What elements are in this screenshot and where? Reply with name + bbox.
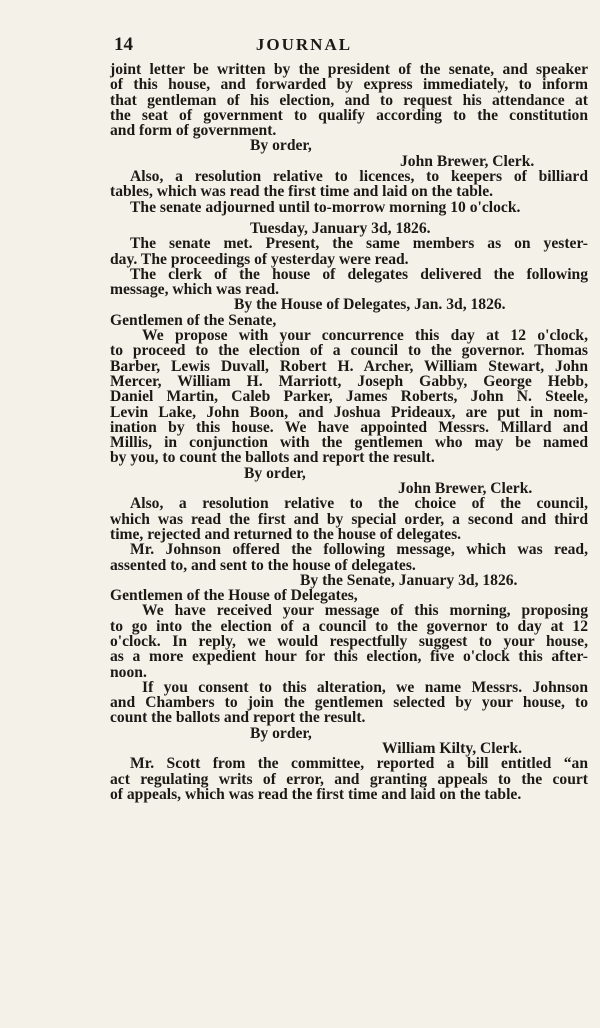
- text-line: o'clock. In reply, we would respectfully suggest to your house,: [110, 632, 588, 650]
- text-line: joint letter be written by the president of the senate, and speaker: [110, 61, 588, 78]
- running-head: JOURNAL: [255, 35, 353, 54]
- message-heading: By the House of Delegates, Jan. 3d, 1826.: [234, 296, 506, 314]
- text-line: and form of government.: [110, 122, 277, 140]
- text-line: Also, a resolution relative to the choice of the council,: [130, 495, 588, 513]
- clerk-signature: John Brewer, Clerk.: [398, 480, 533, 498]
- text-line: Also, a resolution relative to licences, to keepers of billiard: [130, 168, 588, 186]
- text-line: to go into the election of a council to the governor to day at 12: [110, 617, 588, 635]
- text-line: which was read the first and by special order, a second and third: [110, 510, 588, 528]
- text-line: of appeals, which was read the first time and laid on the table.: [110, 785, 522, 803]
- text-line: The senate met. Present, the same members as on yester-: [130, 235, 588, 253]
- text-line: Mercer, William H. Marriott, Joseph Gabby, George Hebb,: [110, 372, 588, 390]
- text-line: time, rejected and returned to the house of delegates.: [110, 525, 462, 543]
- text-line: to proceed to the election of a council to the governor. Thomas: [110, 342, 588, 360]
- text-line: assented to, and sent to the house of delegates.: [110, 556, 416, 574]
- by-order-line: By order,: [250, 724, 312, 742]
- text-line: Daniel Martin, Caleb Parker, James Roberts, John N. Steele,: [110, 388, 588, 406]
- salutation: Gentlemen of the House of Delegates,: [110, 587, 358, 605]
- clerk-signature: John Brewer, Clerk.: [400, 152, 535, 170]
- by-order-line: By order,: [244, 464, 306, 482]
- text-line: ination by this house. We have appointed Messrs. Millard and: [110, 418, 588, 436]
- journal-text: [110, 62, 588, 802]
- text-line: Millis, in conjunction with the gentlemen who may be named: [110, 434, 588, 452]
- text-line: noon.: [110, 663, 147, 681]
- text-line: If you consent to this alteration, we name Messrs. Johnson: [142, 678, 588, 696]
- text-line: Barber, Lewis Duvall, Robert H. Archer, William Stewart, John: [110, 357, 588, 375]
- text-line: day. The proceedings of yesterday were read.: [110, 250, 409, 268]
- page-header: [0, 34, 600, 58]
- text-line: that gentleman of his election, and to request his attendance at: [110, 91, 588, 109]
- text-line: We propose with your concurrence this day at 12 o'clock,: [142, 327, 588, 345]
- text-line: the seat of government to qualify according to the constitution: [110, 106, 588, 124]
- text-line: and Chambers to join the gentlemen selected by your house, to: [110, 694, 588, 712]
- text-line: count the ballots and report the result.: [110, 709, 366, 727]
- text-line: Levin Lake, John Boon, and Joshua Prideaux, are put in nom-: [110, 403, 588, 421]
- text-line: act regulating writs of error, and granting appeals to the court: [110, 770, 588, 788]
- date-heading: Tuesday, January 3d, 1826.: [250, 219, 431, 237]
- text-line: tables, which was read the first time and laid on the table.: [110, 183, 494, 201]
- clerk-signature: William Kilty, Clerk.: [382, 740, 523, 758]
- text-line: Mr. Scott from the committee, reported a bill entitled “an: [130, 755, 588, 773]
- text-line: The senate adjourned until to-morrow morning 10 o'clock.: [130, 198, 521, 216]
- text-line: The clerk of the house of delegates delivered the following: [130, 265, 588, 283]
- text-line: message, which was read.: [110, 281, 280, 299]
- text-line: of this house, and forwarded by express immediately, to inform: [110, 76, 588, 94]
- page-number: 14: [114, 34, 133, 55]
- by-order-line: By order,: [250, 137, 312, 155]
- text-line: as a more expedient hour for this election, five o'clock this after-: [110, 648, 588, 666]
- text-line: by you, to count the ballots and report the result.: [110, 449, 435, 467]
- text-line: We have received your message of this morning, proposing: [142, 602, 588, 620]
- message-heading: By the Senate, January 3d, 1826.: [300, 571, 518, 589]
- text-line: Mr. Johnson offered the following message, which was read,: [130, 541, 588, 559]
- salutation: Gentlemen of the Senate,: [110, 311, 277, 329]
